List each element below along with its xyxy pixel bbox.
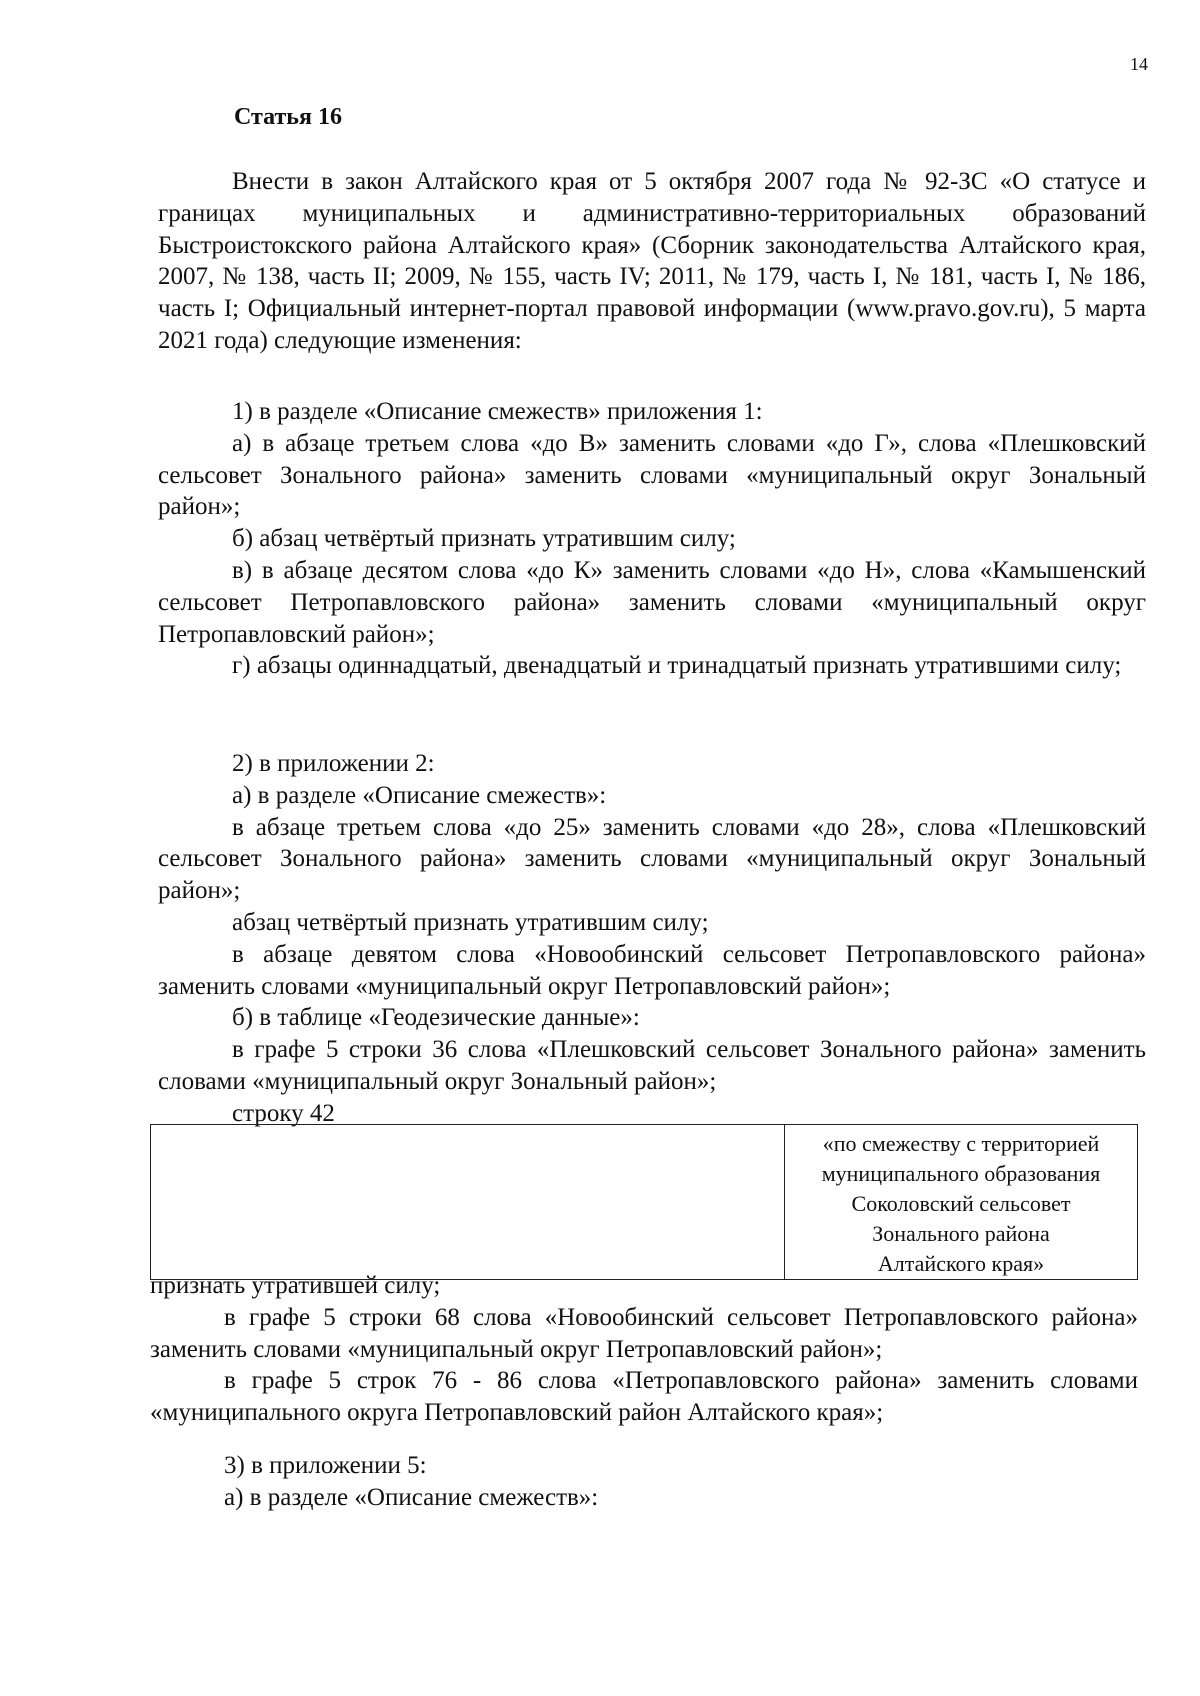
intro-paragraph: Внести в закон Алтайского края от 5 октября 2007 года № 92-ЗС «О статусе и границах муниципальных и административно-территориальных образований Быстроистокского района Алтайского края» (Сборник законодательства Алтайского края, 2007, № 138, часть II; 2009, № 155, часть IV; 2011, № 179, часть I, № 181, часть I, № 186, часть I; Официальный интернет-портал правовой информации (www.pravo.gov.ru), 5 марта 2021 года) следующие изменения: [158, 168, 1146, 354]
item-2 [158, 748, 1146, 1130]
item-2-b5: в графе 5 строк 76 - 86 слова «Петропавловского района» заменить словами «муниципального округа Петропавловский район Алтайского края»; [150, 1367, 1138, 1427]
item-1-title: 1) в разделе «Описание смежеств» приложения 1: [232, 398, 763, 425]
replaced-row-table [150, 1124, 1138, 1280]
item-2-title: 2) в приложении 2: [232, 750, 435, 777]
table-row [151, 1125, 1138, 1280]
item-2-a1: в абзаце третьем слова «до 25» заменить словами «до 28», слова «Плешковский сельсовет Зонального района» заменить словами «муниципальный округ Зональный район»; [158, 813, 1146, 905]
table-cell-line: Зонального района [872, 1221, 1050, 1246]
item-3 [150, 1450, 1138, 1514]
article-heading: Статья 16 [234, 104, 342, 130]
item-2-b2: строку 42 [232, 1099, 335, 1127]
item-2-a2: абзац четвёртый признать утратившим силу; [232, 908, 709, 936]
table-cell-line: муниципального образования [821, 1161, 1101, 1186]
page-number: 14 [1130, 54, 1148, 74]
item-2-b3: признать утратившей силу; [150, 1272, 441, 1299]
item-1 [158, 396, 1146, 682]
table-cell-line: Алтайского края» [877, 1251, 1045, 1276]
item-2-continued [150, 1270, 1138, 1429]
item-2-a3: в абзаце девятом слова «Новообинский сельсовет Петропавловского района» заменить словами «муниципальный округ Петропавловский район»; [158, 940, 1146, 1000]
item-1-v: в) в абзаце десятом слова «до К» заменить словами «до Н», слова «Камышенский сельсовет Петропавловского района» заменить словами «муниципальный округ Петропавловский район»; [158, 556, 1146, 648]
table-cell-line: «по смежеству с территорией [822, 1131, 1100, 1156]
item-1-a: а) в абзаце третьем слова «до В» заменить словами «до Г», слова «Плешковский сельсовет Зонального района» заменить словами «муниципальный округ Зональный район»; [158, 429, 1146, 521]
item-1-g: г) абзацы одиннадцатый, двенадцатый и тринадцатый признать утратившими силу; [232, 652, 1122, 680]
table-cell-line: Соколовский сельсовет [851, 1191, 1071, 1216]
item-2-b4: в графе 5 строки 68 слова «Новообинский сельсовет Петропавловского района» заменить словами «муниципальный округ Петропавловский район»; [150, 1303, 1138, 1363]
table-text-cell [785, 1125, 1138, 1280]
item-3-a-title: а) в разделе «Описание смежеств»: [224, 1483, 599, 1511]
table-empty-cell [151, 1125, 785, 1280]
item-2-b1: в графе 5 строки 36 слова «Плешковский сельсовет Зонального района» заменить словами «муниципальный округ Зональный район»; [158, 1036, 1146, 1095]
item-1-b: б) абзац четвёртый признать утратившим силу; [232, 525, 736, 553]
item-2-b-title: б) в таблице «Геодезические данные»: [232, 1004, 640, 1032]
item-2-a-title: а) в разделе «Описание смежеств»: [232, 781, 607, 809]
item-3-title: 3) в приложении 5: [224, 1452, 427, 1479]
